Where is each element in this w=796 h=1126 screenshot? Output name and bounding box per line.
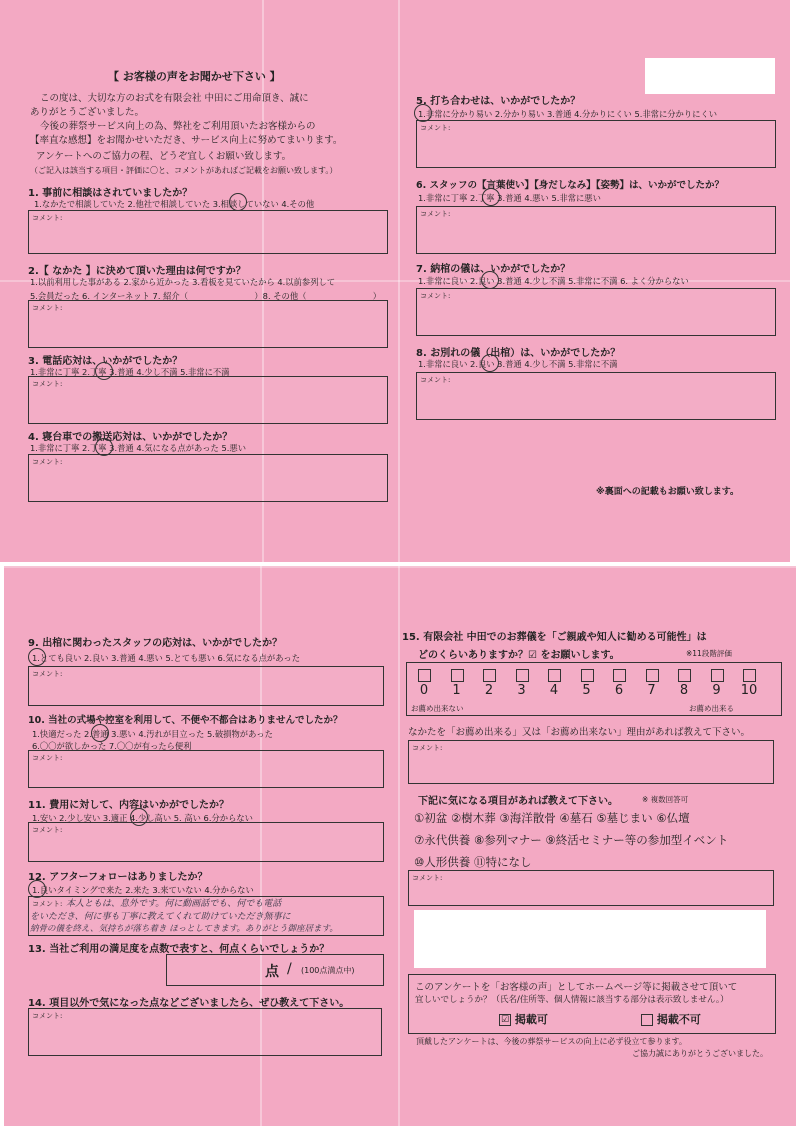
intro-line-4: 【率直な感想】をお聞かせいただき、サービス向上に努めてまいります。 (30, 135, 343, 146)
scale-number-2: 2 (484, 683, 494, 698)
scale-number-7: 7 (647, 683, 656, 698)
q11-options: 1.安い 2.少し安い 3.適正 4.少し高い 5. 高い 6.分からない (32, 813, 253, 823)
q7-circle-mark (481, 271, 499, 289)
q2-options-1: 1.以前利用した事がある 2.家から近かった 3.看板を見ていたから 4.以前参列して (30, 277, 336, 287)
q2-options-2: 5.会員だった 6. インターネット 7. 紹介（ ）8. その他（ ） (30, 291, 382, 301)
q4-title: 4. 寝台車での搬送応対は、いかがでしたか？ (28, 432, 233, 443)
q15-scale-note: ※11段階評価 (686, 649, 732, 658)
q5-comment-box[interactable]: コメント: (416, 120, 776, 168)
scale-number-4: 4 (549, 683, 559, 698)
q13-slash: / (287, 961, 292, 977)
intro-line-1: この度は、大切な方のお式を有限会社 中田にご用命頂き、誠に (40, 93, 309, 104)
q15-reason-box[interactable]: コメント: (408, 740, 774, 784)
q5-options: 1.非常に分かり易い 2.分かり易い 3.普通 4.分かりにくい 5.非常に分かりにくい (418, 109, 718, 119)
consent-line-2: 宜しいでしょうか？（氏名/住所等、個人情報に該当する部分は表示致しません。） (415, 995, 729, 1005)
scale-number-9: 9 (712, 683, 721, 698)
q9-title: 9. 出棺に関わったスタッフの応対は、いかがでしたか？ (28, 638, 283, 649)
q10-options-2: 6.〇〇が欲しかった 7.〇〇が有ったら便利 (32, 741, 192, 751)
redaction-top (645, 58, 775, 94)
q2-title: 2.【 なかた 】に決めて頂いた理由は何ですか？ (28, 266, 246, 277)
q13-max-note: (100点満点中) (301, 966, 355, 975)
q7-title: 7. 納棺の儀は、いかがでしたか？ (416, 264, 571, 275)
back-side-note: ※裏面への記載もお願い致します。 (596, 487, 740, 497)
q1-title: 1. 事前に相談はされていましたか？ (28, 188, 193, 199)
q4-comment-box[interactable]: コメント: (28, 454, 388, 502)
consent-box (408, 974, 776, 1034)
q1-circle-mark (229, 193, 247, 211)
q10-circle-mark (91, 724, 109, 742)
q15-low-label: お薦め出来ない (411, 704, 464, 713)
scale-checkbox-10[interactable] (743, 669, 756, 682)
q16-comment-box[interactable]: コメント: (408, 870, 774, 906)
q12-handwritten-line-1: 本人ともは、息外です。何に動画話でも、何でも電話 (66, 899, 282, 909)
scale-number-6: 6 (614, 683, 624, 698)
scale-number-3: 3 (517, 683, 526, 698)
q9-comment-box[interactable]: コメント: (28, 666, 384, 706)
q4-options: 1.非常に丁寧 2.丁寧 3.普通 4.気になる点があった 5.悪い (30, 443, 246, 453)
q12-options: 1.良いタイミングで来た 2.来た 3.来ていない 4.分からない (32, 885, 254, 895)
q9-circle-mark (28, 648, 46, 666)
q6-options: 1.非常に丁寧 2.丁寧 3.普通 4.悪い 5.非常に悪い (418, 193, 601, 203)
survey-sheet-back (4, 566, 796, 1126)
intro-line-5: アンケートへのご協力の程、どうぞ宜しくお願い致します。 (36, 151, 292, 162)
scale-checkbox-8[interactable] (678, 669, 691, 682)
scale-checkbox-9[interactable] (711, 669, 724, 682)
q3-comment-box[interactable]: コメント: (28, 376, 388, 424)
q8-options: 1.非常に良い 2.良い 3.普通 4.少し不満 5.非常に不満 (418, 359, 618, 369)
q12-comment-box[interactable]: コメント: (28, 896, 384, 936)
scale-number-8: 8 (679, 683, 689, 698)
intro-line-3: 今後の葬祭サービス向上の為、弊社をご利用頂いたお客様からの (40, 121, 316, 132)
q9-options: 1.とても良い 2.良い 3.普通 4.悪い 5.とても悪い 6.気になる点があった (32, 653, 301, 663)
scale-checkbox-6[interactable] (613, 669, 626, 682)
q6-comment-box[interactable]: コメント: (416, 206, 776, 254)
checkbox-checked-icon[interactable]: ☑ (500, 1015, 510, 1025)
q15-high-label: お薦め出来る (689, 704, 734, 713)
q3-options: 1.非常に丁寧 2.丁寧 3.普通 4.少し不満 5.非常に不満 (30, 367, 230, 377)
q16-items-line-2[interactable]: ⑦永代供養 ⑧参列マナー ⑨終活セミナー等の参加型イベント (414, 833, 729, 847)
footer-line-2: ご協力誠にありがとうございました。 (632, 1049, 768, 1058)
q14-title: 14. 項目以外で気になった点などございましたら、ぜひ教えて下さい。 (28, 998, 350, 1009)
q3-title: 3. 電話応対は、いかがでしたか？ (28, 356, 183, 367)
scale-checkbox-4[interactable] (548, 669, 561, 682)
redaction-bottom (414, 910, 766, 968)
q13-title: 13. 当社ご利用の満足度を点数で表すと、何点くらいでしょうか？ (28, 944, 330, 955)
q8-comment-box[interactable]: コメント: (416, 372, 776, 420)
q1-options: 1.なかたで相談していた 2.他社で相談していた 3.相談していない 4.その他 (34, 199, 315, 209)
q15-title-2: どのくらいありますか？☑ をお願いします。 (418, 650, 620, 661)
intro-line-2: ありがとうございました。 (30, 107, 145, 118)
q16-items-line-1[interactable]: ①初盆 ②樹木葬 ③海洋散骨 ④墓石 ⑤墓じまい ⑥仏壇 (414, 811, 690, 825)
q11-comment-box[interactable]: コメント: (28, 822, 384, 862)
scale-checkbox-5[interactable] (581, 669, 594, 682)
q10-options-1: 1.快適だった 2.普通 3.悪い 4.汚れが目立った 5.破損物があった (32, 729, 273, 739)
q13-unit: 点 (265, 964, 279, 980)
footer-line-1: 頂戴したアンケートは、今後の葬祭サービスの向上に必ず役立て参ります。 (416, 1037, 687, 1046)
q16-title: 下記に気になる項目があれば教えて下さい。 (418, 796, 618, 807)
survey-title: 【 お客様の声をお聞かせ下さい 】 (108, 70, 281, 83)
q11-title: 11. 費用に対して、内容はいかがでしたか？ (28, 800, 229, 811)
scale-checkbox-1[interactable] (451, 669, 464, 682)
scale-checkbox-2[interactable] (483, 669, 496, 682)
q15-scale-box (406, 662, 782, 716)
q12-handwritten-line-2: をいただき、何に事も丁寧に教えてくれて助けていただき無事に (30, 912, 291, 922)
consent-allow[interactable]: ☑ 掲載可 (500, 1013, 548, 1026)
scale-number-1: 1 (452, 683, 461, 698)
consent-deny[interactable]: 掲載不可 (641, 1011, 701, 1027)
q12-title: 12. アフターフォローはありましたか？ (28, 872, 208, 883)
scale-number-5: 5 (582, 683, 591, 698)
q15-title-1: 15. 有限会社 中田でのお葬儀を「ご親戚や知人に勧める可能性」は (402, 632, 707, 643)
q10-comment-box[interactable]: コメント: (28, 750, 384, 788)
q15-reason-question: なかたを「お薦め出来る」又は「お薦め出来ない」理由があれば教えて下さい。 (408, 727, 751, 738)
consent-line-1: このアンケートを「お客様の声」としてホームページ等に掲載させて頂いて (415, 982, 738, 993)
q10-title: 10. 当社の式場や控室を利用して、不便や不都合はありませんでしたか？ (28, 715, 343, 726)
q13-score-box[interactable] (166, 954, 384, 986)
scale-checkbox-3[interactable] (516, 669, 529, 682)
q7-options: 1.非常に良い 2.良い 3.普通 4.少し不満 5.非常に不満 6. よく分からない (418, 276, 689, 286)
q1-comment-box[interactable]: コメント: (28, 210, 388, 254)
scale-checkbox-0[interactable] (418, 669, 431, 682)
q6-circle-mark (482, 188, 500, 206)
q16-items-line-3[interactable]: ⑩人形供養 ⑪特になし (414, 855, 532, 869)
q8-circle-mark (481, 354, 499, 372)
survey-sheet-front (0, 0, 790, 562)
q8-title: 8. お別れの儀（出棺）は、いかがでしたか？ (416, 348, 621, 359)
q12-handwritten-line-3: 納骨の儀を終え、気持ちが落ち着き ほっとしてきます。ありがとう御座居ます。 (30, 924, 338, 934)
q6-title: 6. スタッフの【言葉使い】【身だしなみ】【姿勢】は、いかがでしたか？ (416, 180, 725, 191)
q5-title: 5. 打ち合わせは、いかがでしたか？ (416, 96, 581, 107)
q7-comment-box[interactable]: コメント: (416, 288, 776, 336)
intro-line-6: （ご記入は該当する項目・評価に〇と、コメントがあればご記載をお願い致します。） (30, 166, 338, 175)
q2-comment-box[interactable]: コメント: (28, 300, 388, 348)
checkbox-empty-icon[interactable] (641, 1014, 653, 1026)
q16-note: ※ 複数回答可 (642, 795, 689, 804)
scale-number-0: 0 (419, 683, 429, 698)
scale-checkbox-7[interactable] (646, 669, 659, 682)
q14-comment-box[interactable]: コメント: (28, 1008, 382, 1056)
scale-number-10: 10 (740, 683, 758, 698)
